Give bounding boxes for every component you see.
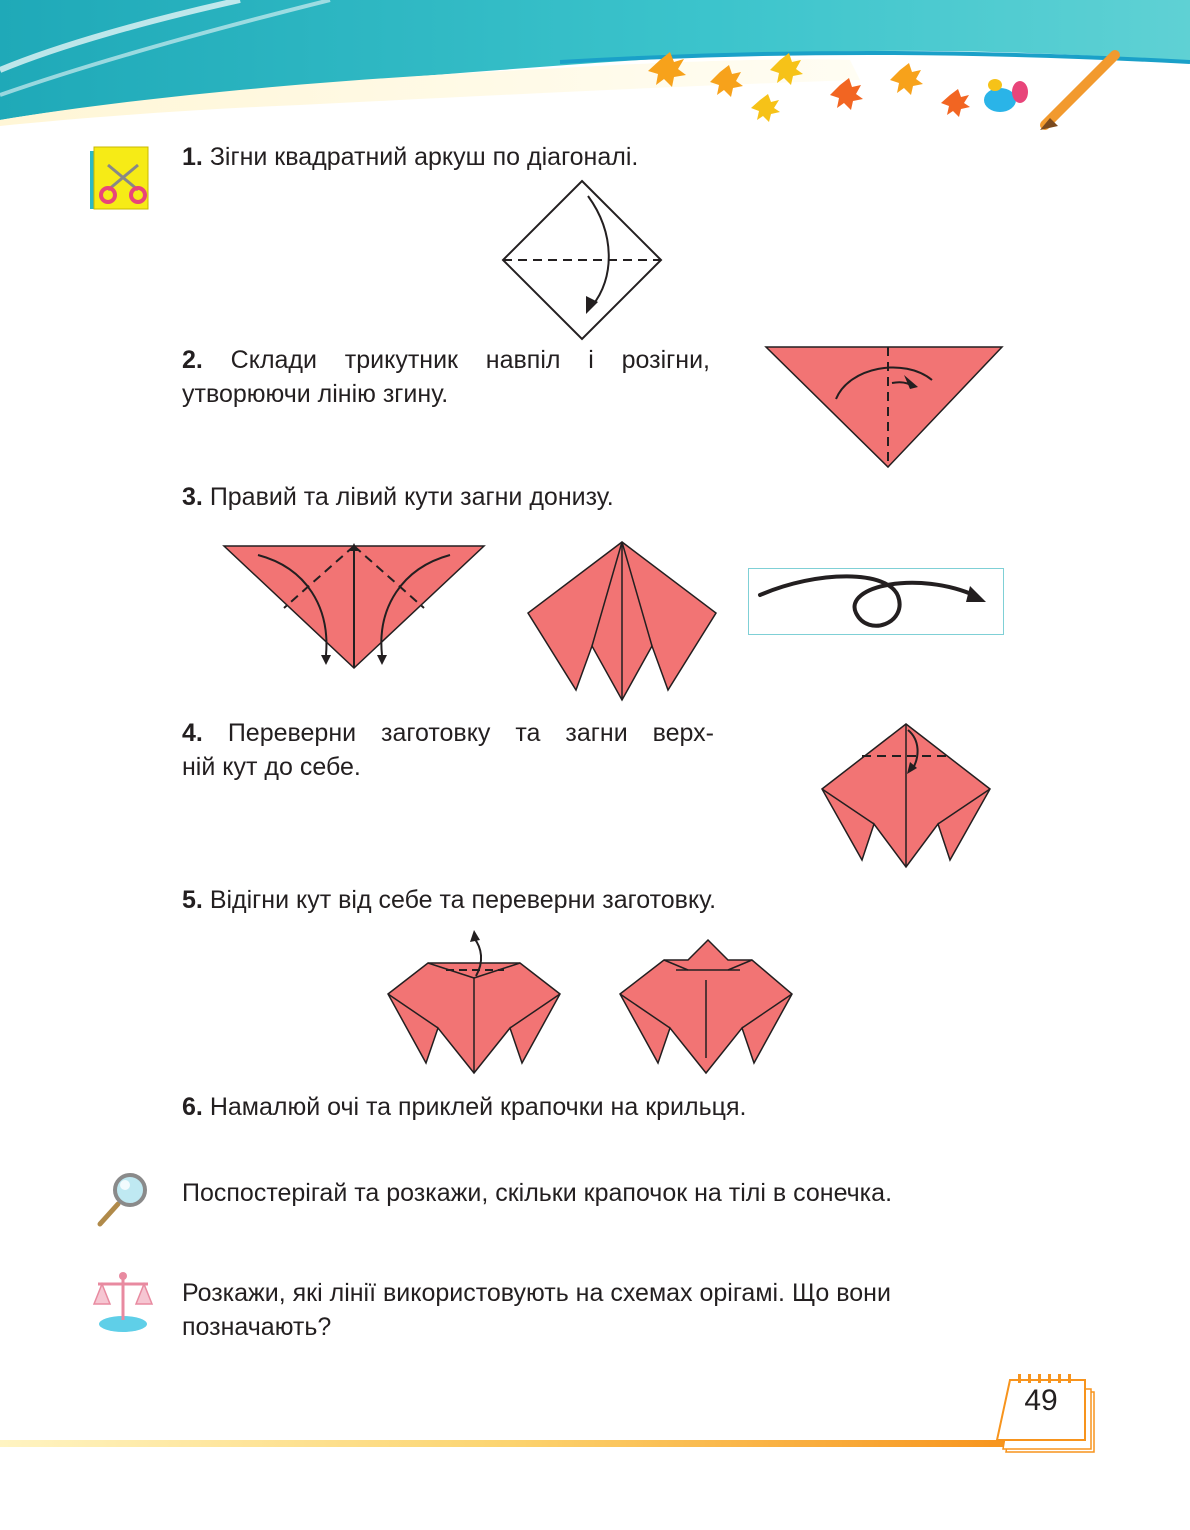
step-number: 3. — [182, 483, 203, 511]
step-instruction: Склади трикутник навпіл і розігни, — [230, 346, 710, 374]
step-2-text — [182, 343, 710, 411]
discuss-task-line2: позначають? — [182, 1313, 332, 1341]
step-6-text — [182, 1090, 902, 1124]
step-4-text — [182, 716, 714, 784]
discuss-task-text — [182, 1276, 1062, 1344]
step-instruction-line2: утворюючи лінію згину. — [182, 380, 449, 408]
folded-corners-result-diagram — [526, 540, 718, 702]
step-number: 4. — [182, 719, 203, 747]
step-instruction: Намалюй очі та приклей крапочки на крильця. — [209, 1093, 747, 1121]
corners-fold-diagram — [222, 543, 487, 673]
step-number: 1. — [182, 143, 203, 171]
scissors-paper-icon — [88, 145, 150, 213]
header-banner — [0, 0, 1190, 140]
magnifier-icon — [94, 1170, 152, 1230]
step-instruction: Відігни кут від себе та переверни заготовку. — [209, 886, 717, 914]
step-number: 2. — [182, 346, 203, 374]
top-corner-fold-diagram — [820, 722, 992, 870]
step-5-text — [182, 883, 902, 917]
step-number: 5. — [182, 886, 203, 914]
scales-icon — [90, 1268, 156, 1334]
observe-task-text: Поспостерігай та розкажи, скільки крапочок на тілі в сонечка. — [182, 1179, 893, 1207]
triangle-fold-diagram — [764, 345, 1004, 470]
discuss-task-line1: Розкажи, які лінії використовують на схемах орігамі. Що вони — [182, 1279, 891, 1307]
step-3-text — [182, 480, 882, 514]
step-instruction: Переверни заготовку та загни верх- — [227, 719, 714, 747]
step-instruction-line2: ній кут до себе. — [182, 753, 361, 781]
step-instruction: Правий та лівий кути загни донизу. — [209, 483, 614, 511]
page-number: 49 — [1024, 1384, 1058, 1417]
step-number: 6. — [182, 1093, 203, 1121]
step-1-text — [182, 140, 782, 174]
turn-over-symbol-frame — [748, 568, 1004, 635]
step-instruction: Зігни квадратний аркуш по діагоналі. — [209, 143, 639, 171]
turned-over-result-diagram — [618, 938, 794, 1076]
square-diagonal-diagram — [500, 178, 665, 343]
corner-backfold-diagram — [386, 928, 562, 1076]
